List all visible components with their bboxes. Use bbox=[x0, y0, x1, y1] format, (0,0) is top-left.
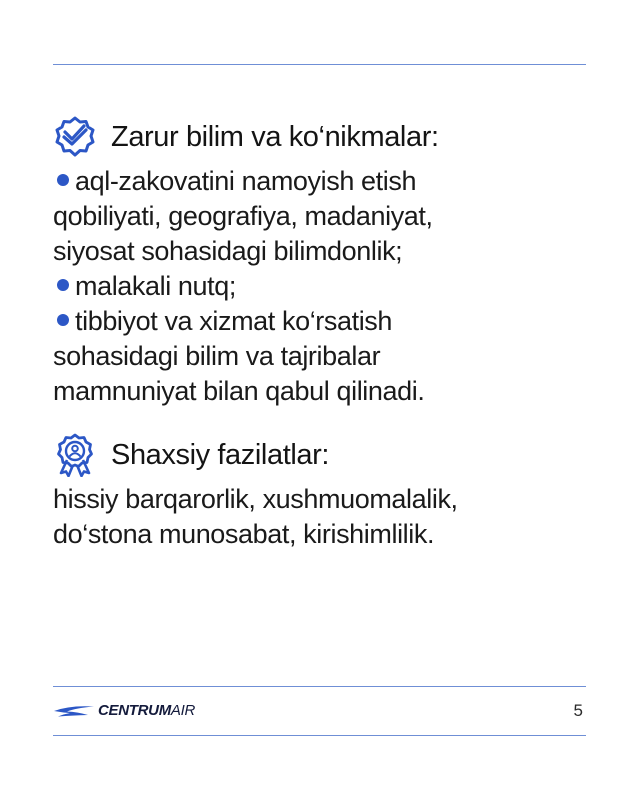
check-badge-icon bbox=[53, 115, 97, 159]
personal-heading: Shaxsiy fazilatlar: bbox=[111, 438, 330, 471]
skills-section bbox=[53, 110, 598, 409]
bullet-dot bbox=[57, 279, 69, 291]
swoosh-icon bbox=[54, 703, 94, 719]
footer-divider-top bbox=[53, 686, 586, 687]
skills-line: qobiliyati, geografiya, madaniyat, bbox=[53, 201, 433, 231]
skills-heading: Zarur bilim va ko‘nikmalar: bbox=[111, 120, 439, 153]
personal-heading-row bbox=[53, 428, 598, 482]
skills-line: sohasidagi bilim va tajribalar bbox=[53, 341, 381, 371]
skills-line: tibbiyot va xizmat ko‘rsatish bbox=[53, 304, 598, 339]
footer-divider-bottom bbox=[53, 735, 586, 736]
personal-line: do‘stona munosabat, kirishimlilik. bbox=[53, 519, 435, 549]
top-divider bbox=[53, 64, 586, 65]
personal-text bbox=[53, 482, 598, 552]
personal-line: hissiy barqarorlik, xushmuomalalik, bbox=[53, 484, 458, 514]
skills-line: malakali nutq; bbox=[53, 269, 598, 304]
skills-line: mamnuniyat bilan qabul qilinadi. bbox=[53, 376, 425, 406]
skills-heading-row bbox=[53, 110, 598, 164]
centrum-air-logo bbox=[54, 702, 195, 719]
skills-text bbox=[53, 164, 598, 409]
award-ribbon-icon bbox=[53, 433, 97, 477]
personal-section bbox=[53, 428, 598, 552]
skills-line: aql-zakovatini namoyish etish bbox=[53, 164, 598, 199]
skills-line: siyosat sohasidagi bilimdonlik; bbox=[53, 236, 403, 266]
bullet-dot bbox=[57, 174, 69, 186]
page-number: 5 bbox=[573, 701, 583, 720]
brand-name: CENTRUMAIR bbox=[98, 702, 196, 719]
bullet-dot bbox=[57, 314, 69, 326]
